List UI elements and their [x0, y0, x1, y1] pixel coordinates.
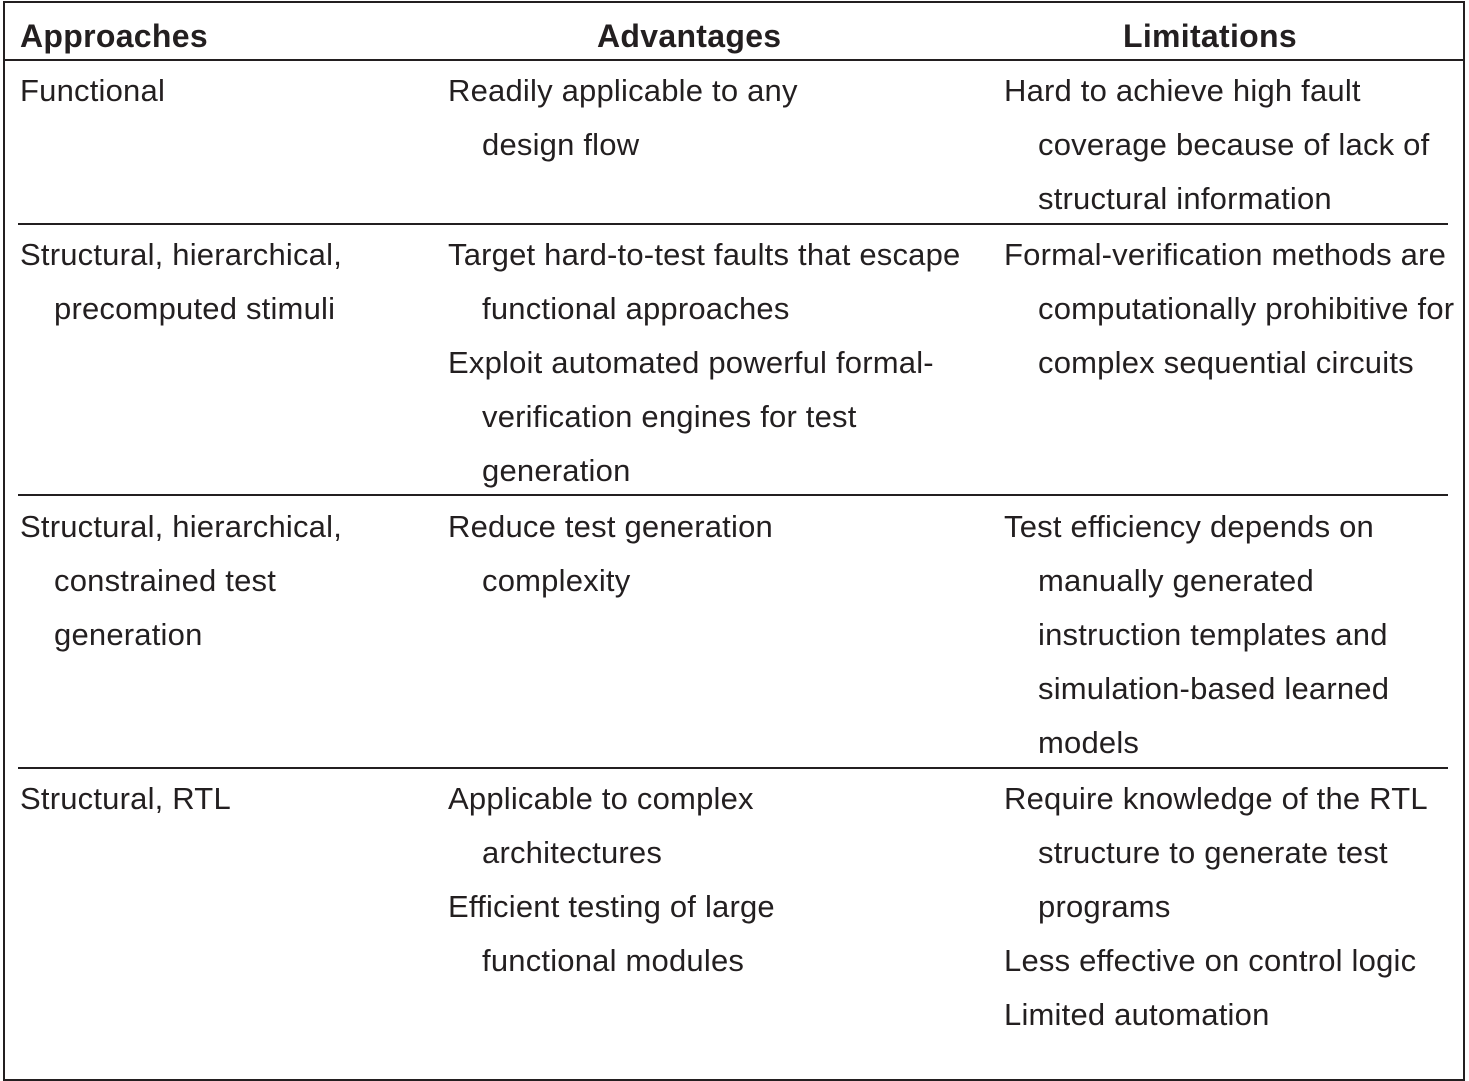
table-row-4-limitations: [1004, 772, 1459, 1042]
header-approaches: Approaches: [20, 18, 208, 54]
table-row-1-limitations: [1004, 64, 1459, 226]
limitation-item: Formal-verification methods are computationally prohibitive for complex sequential circuits: [1004, 237, 1455, 380]
approach-text: Structural, hierarchical, precomputed stimuli: [20, 237, 343, 326]
row-divider: [18, 767, 1448, 769]
approach-text: Structural, hierarchical, constrained test generation: [20, 509, 343, 652]
row-divider: [18, 494, 1448, 496]
header-limitations: Limitations: [1123, 18, 1297, 54]
table-row-2-advantages: [448, 228, 988, 498]
approach-text: Structural, RTL: [20, 781, 231, 816]
advantage-item: Applicable to complex architectures: [448, 781, 754, 870]
row-divider: [18, 223, 1448, 225]
limitation-item: Test efficiency depends on manually generated instruction templates and simulation-based learned models: [1004, 509, 1390, 760]
advantage-item: Target hard-to-test faults that escape functional approaches: [448, 237, 961, 326]
table-row-2-limitations: [1004, 228, 1459, 390]
table-row-3-approach: [20, 500, 380, 662]
table-row-4-approach: [20, 772, 420, 826]
header-advantages: Advantages: [597, 18, 782, 54]
header-divider: [3, 59, 1465, 61]
advantage-item: Exploit automated powerful formal-verification engines for test generation: [448, 345, 934, 488]
table-row-3-advantages: [448, 500, 828, 608]
limitation-item: Hard to achieve high fault coverage because of lack of structural information: [1004, 73, 1430, 216]
table-row-2-approach: [20, 228, 420, 336]
limitation-item: Less effective on control logic: [1004, 943, 1417, 978]
limitation-item: Require knowledge of the RTL structure to generate test programs: [1004, 781, 1427, 924]
table-row-4-advantages: [448, 772, 828, 988]
table-row-1-approach: [20, 64, 420, 118]
advantage-item: Reduce test generation complexity: [448, 509, 773, 598]
table-row-3-limitations: [1004, 500, 1459, 770]
advantage-item: Efficient testing of large functional modules: [448, 889, 775, 978]
limitation-item: Limited automation: [1004, 997, 1270, 1032]
advantage-item: Readily applicable to any design flow: [448, 73, 798, 162]
approach-text: Functional: [20, 73, 166, 108]
table-row-1-advantages: [448, 64, 868, 172]
